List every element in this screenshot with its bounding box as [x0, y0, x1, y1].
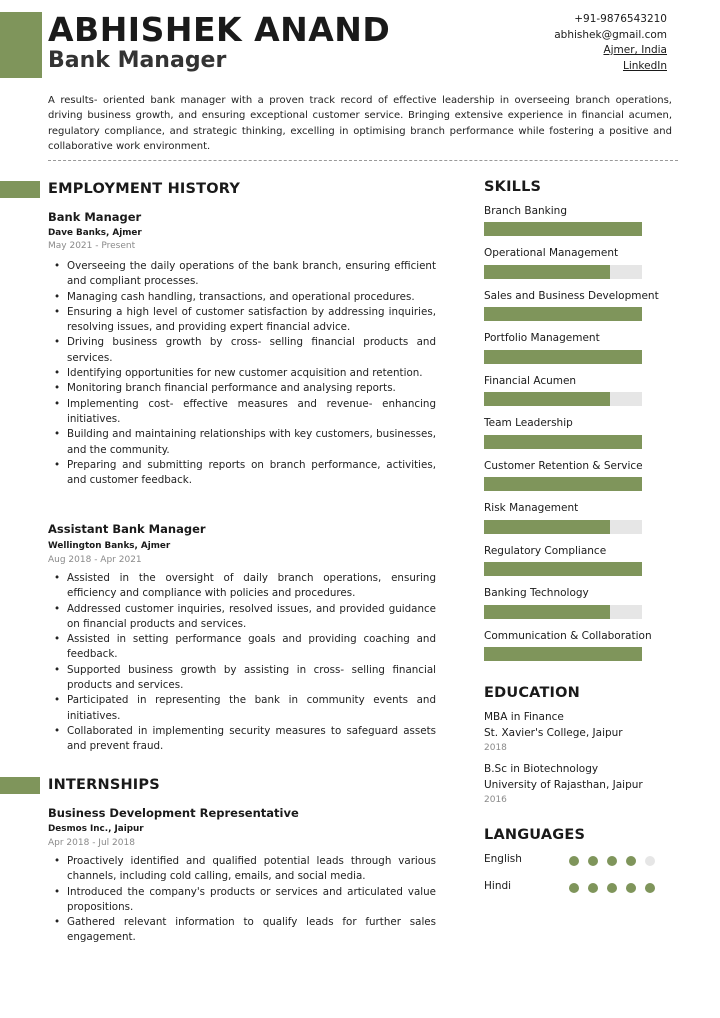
- list-item: • Preparing and submitting reports on branch performance, activities, and customer feedback.: [50, 458, 436, 489]
- phone-number: +91-9876543210: [574, 13, 667, 25]
- contact-block: [554, 12, 667, 74]
- skill-bar-fill: [484, 605, 610, 619]
- skill-bar: [484, 477, 642, 491]
- language-dot-filled: [607, 856, 617, 866]
- internships-heading: INTERNSHIPS: [48, 777, 160, 793]
- education-heading: EDUCATION: [484, 685, 581, 701]
- skill-bar-fill: [484, 520, 610, 534]
- list-item: • Gathered relevant information to qualify leads for further sales engagement.: [50, 915, 436, 946]
- language-dot-filled: [569, 883, 579, 893]
- skill-label: Regulatory Compliance: [484, 545, 607, 557]
- list-item: • Monitoring branch financial performance and analysing reports.: [50, 381, 436, 396]
- job-title: Business Development Representative: [48, 806, 299, 820]
- skill-bar: [484, 605, 642, 619]
- job-company: Dave Banks, Ajmer: [48, 228, 142, 238]
- skill-bar-fill: [484, 350, 642, 364]
- employment-heading: EMPLOYMENT HISTORY: [48, 181, 241, 197]
- skill-label: Risk Management: [484, 502, 579, 514]
- list-item: • Managing cash handling, transactions, and operational procedures.: [50, 290, 436, 305]
- skill-bar: [484, 520, 642, 534]
- language-dot-filled: [569, 856, 579, 866]
- language-dot-empty: [645, 856, 655, 866]
- skill-bar: [484, 647, 642, 661]
- skill-bar-fill: [484, 222, 642, 236]
- list-item: • Assisted in setting performance goals and providing coaching and feedback.: [50, 632, 436, 663]
- skill-bar-fill: [484, 477, 642, 491]
- education-school: St. Xavier's College, Jaipur: [484, 727, 623, 739]
- education-school: University of Rajasthan, Jaipur: [484, 779, 643, 791]
- list-item: • Participated in representing the bank in community events and initiatives.: [50, 693, 436, 724]
- education-year: 2016: [484, 795, 507, 805]
- skill-label: Team Leadership: [484, 417, 573, 429]
- skill-label: Sales and Business Development: [484, 290, 659, 302]
- list-item: • Introduced the company's products or services and articulated value propositions.: [50, 885, 436, 916]
- language-dot-filled: [588, 856, 598, 866]
- list-item: • Identifying opportunities for new customer acquisition and retention.: [50, 366, 436, 381]
- job-bullet-list: [50, 259, 436, 488]
- skill-bar: [484, 222, 642, 236]
- skill-label: Portfolio Management: [484, 332, 600, 344]
- skill-bar: [484, 392, 642, 406]
- job-title: Bank Manager: [48, 210, 142, 224]
- language-dot-filled: [607, 883, 617, 893]
- list-item: • Proactively identified and qualified potential leads through various channels, including cold calling, emails, and social media.: [50, 854, 436, 885]
- list-item: • Addressed customer inquiries, resolved issues, and provided guidance on financial products and services.: [50, 602, 436, 633]
- skill-bar: [484, 307, 642, 321]
- skill-label: Customer Retention & Service: [484, 460, 643, 472]
- skill-bar-fill: [484, 435, 642, 449]
- list-item: • Overseeing the daily operations of the bank branch, ensuring efficient and compliant processes.: [50, 259, 436, 290]
- employment-accent-block: [0, 181, 40, 198]
- skill-bar: [484, 435, 642, 449]
- language-dot-filled: [645, 883, 655, 893]
- list-item: • Assisted in the oversight of daily branch operations, ensuring efficiency and compliance with policies and procedures.: [50, 571, 436, 602]
- languages-heading: LANGUAGES: [484, 827, 586, 843]
- language-dot-filled: [626, 856, 636, 866]
- skill-label: Communication & Collaboration: [484, 630, 652, 642]
- skill-bar: [484, 562, 642, 576]
- job-title: Assistant Bank Manager: [48, 522, 206, 536]
- candidate-name: ABHISHEK ANAND: [48, 10, 391, 49]
- skill-bar-fill: [484, 392, 610, 406]
- profile-summary: A results- oriented bank manager with a proven track record of effective leadership in overseeing branch operations, driving business growth, and ensuring exceptional customer service. Bringing extensive experience in financial acumen, regulatory compliance, and strategic thinking, excelling in optimising branch performance while fostering a positive and collaborative work environment.: [48, 95, 672, 152]
- candidate-role: Bank Manager: [48, 48, 227, 73]
- skill-label: Operational Management: [484, 247, 619, 259]
- job-company: Desmos Inc., Jaipur: [48, 824, 144, 834]
- language-dot-filled: [626, 883, 636, 893]
- education-year: 2018: [484, 743, 507, 753]
- education-degree: B.Sc in Biotechnology: [484, 763, 599, 775]
- linkedin-link[interactable]: LinkedIn: [622, 59, 667, 72]
- location[interactable]: Ajmer, India: [603, 44, 667, 56]
- education-degree: MBA in Finance: [484, 711, 564, 723]
- job-dates: Aug 2018 - Apr 2021: [48, 555, 142, 565]
- internships-accent-block: [0, 777, 40, 794]
- email-address[interactable]: abhishek@gmail.com: [554, 28, 667, 41]
- skill-bar: [484, 265, 642, 279]
- list-item: • Building and maintaining relationships with key customers, businesses, and the community.: [50, 427, 436, 458]
- skill-label: Banking Technology: [484, 587, 589, 599]
- list-item: • Supported business growth by assisting in cross- selling financial products and services.: [50, 663, 436, 694]
- skill-bar: [484, 350, 642, 364]
- skills-heading: SKILLS: [484, 179, 542, 195]
- skill-bar-fill: [484, 562, 642, 576]
- language-label: English: [484, 853, 522, 865]
- job-bullet-list: [50, 854, 436, 946]
- list-item: • Collaborated in implementing security measures to safeguard assets and prevent fraud.: [50, 724, 436, 755]
- job-dates: May 2021 - Present: [48, 241, 136, 251]
- language-label: Hindi: [484, 880, 512, 892]
- skill-bar-fill: [484, 265, 610, 279]
- language-level-dots: [569, 883, 655, 893]
- skill-label: Branch Banking: [484, 205, 567, 217]
- language-dot-filled: [588, 883, 598, 893]
- list-item: • Implementing cost- effective measures and revenue- enhancing initiatives.: [50, 397, 436, 428]
- job-dates: Apr 2018 - Jul 2018: [48, 838, 135, 848]
- job-company: Wellington Banks, Ajmer: [48, 541, 171, 551]
- job-bullet-list: [50, 571, 436, 755]
- header-accent-block: [0, 12, 42, 78]
- language-level-dots: [569, 856, 655, 866]
- skill-label: Financial Acumen: [484, 375, 577, 387]
- skill-bar-fill: [484, 647, 642, 661]
- list-item: • Ensuring a high level of customer satisfaction by addressing inquiries, resolving issues, and providing expert financial advice.: [50, 305, 436, 336]
- section-divider: [48, 160, 678, 161]
- list-item: • Driving business growth by cross- selling financial products and services.: [50, 335, 436, 366]
- skill-bar-fill: [484, 307, 642, 321]
